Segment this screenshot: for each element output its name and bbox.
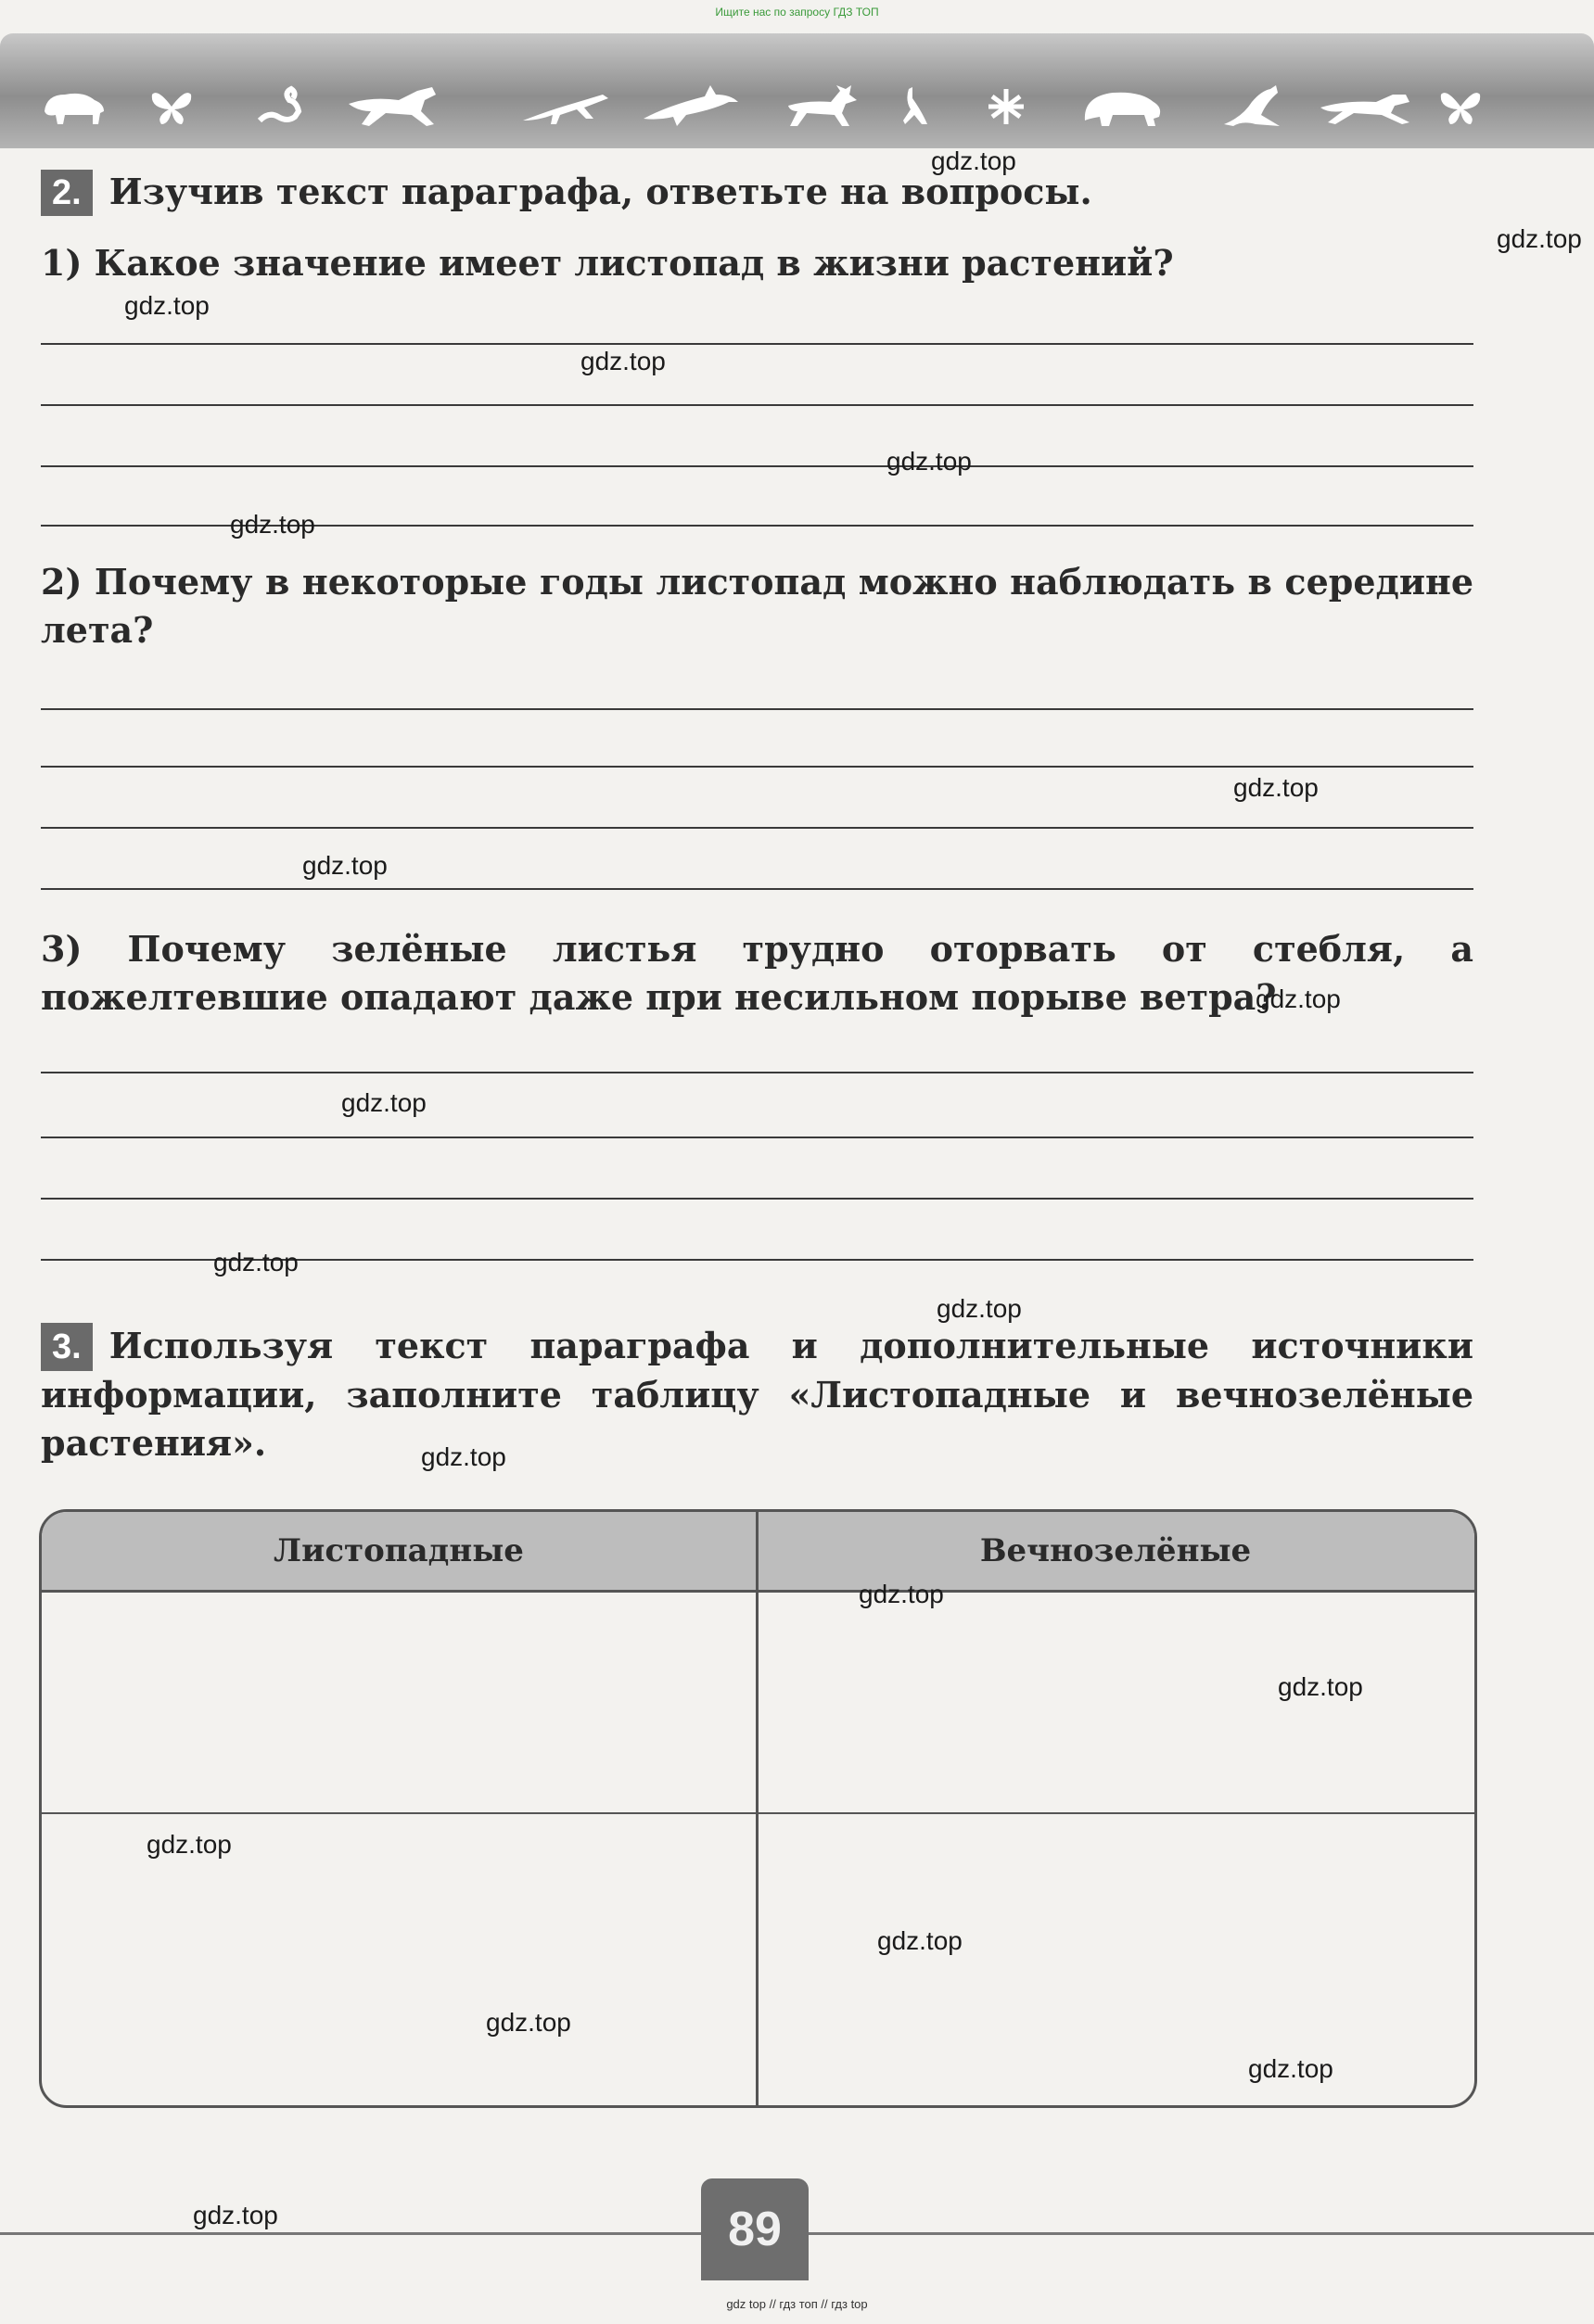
footer-note: gdz top // гдз топ // гдз top: [726, 2297, 868, 2311]
watermark: gdz.top: [1256, 984, 1341, 1013]
watermark: gdz.top: [302, 851, 388, 880]
watermark: gdz.top: [859, 1580, 944, 1608]
dolphin-icon: [640, 83, 742, 130]
bison-icon: [37, 83, 111, 130]
column-header-deciduous: Листопадные: [274, 1532, 524, 1569]
answer-line[interactable]: [41, 343, 1473, 345]
task2-question-3: 3) Почему зелёные листья трудно оторвать от стебля, а пожелтевшие опадают даже при несильном порыве ветра?: [41, 928, 1473, 1018]
horse-icon: [343, 83, 445, 130]
column-header-evergreen: Вечнозелёные: [979, 1532, 1252, 1569]
table-cell-evergreen-2[interactable]: [759, 1814, 1473, 2102]
task2-title: Изучив текст параграфа, ответьте на вопросы.: [108, 171, 1092, 212]
watermark: gdz.top: [341, 1088, 427, 1117]
watermark: gdz.top: [213, 1248, 299, 1276]
watermark: gdz.top: [877, 1926, 963, 1955]
task2-question-2: 2) Почему в некоторые годы листопад можно наблюдать в середине лета?: [41, 561, 1473, 651]
answer-line[interactable]: [41, 708, 1473, 710]
answer-line[interactable]: [41, 888, 1473, 890]
task3-number: 3.: [41, 1323, 93, 1371]
watermark: gdz.top: [1233, 773, 1319, 802]
task2-number: 2.: [41, 170, 93, 216]
watermark: gdz.top: [937, 1294, 1022, 1323]
deciduous-evergreen-table: [39, 1509, 1477, 2108]
task3-instruction: Используя текст параграфа и дополнительные источники информации, заполните таблицу «Листопадные и вечнозелёные растения».: [41, 1325, 1473, 1464]
top-note: Ищите нас по запросу ГДЗ ТОП: [715, 6, 879, 19]
answer-line[interactable]: [41, 827, 1473, 829]
page-number: 89: [701, 2178, 809, 2280]
answer-line[interactable]: [41, 465, 1473, 467]
watermark: gdz.top: [1278, 1672, 1363, 1701]
watermark: gdz.top: [147, 1830, 232, 1859]
task2-question-1: 1) Какое значение имеет листопад в жизни растений?: [41, 242, 1174, 284]
butterfly-icon: [1437, 83, 1484, 130]
watermark: gdz.top: [193, 2201, 278, 2229]
watermark: gdz.top: [1248, 2054, 1333, 2083]
butterfly-icon: [148, 83, 195, 130]
watermark: gdz.top: [421, 1442, 506, 1471]
task3-text: [41, 1322, 1473, 1467]
watermark: gdz.top: [580, 347, 666, 375]
elephant-icon: [1076, 83, 1168, 130]
animal-border: [37, 83, 1484, 134]
answer-line[interactable]: [41, 404, 1473, 406]
answer-line[interactable]: [41, 1198, 1473, 1200]
watermark: gdz.top: [1497, 224, 1582, 253]
scorpion-icon: [250, 83, 306, 130]
answer-line[interactable]: [41, 1072, 1473, 1073]
insect-icon: [983, 83, 1029, 130]
deer-icon: [779, 83, 862, 130]
watermark: gdz.top: [486, 2008, 571, 2037]
lizard-icon: [519, 83, 612, 130]
answer-line[interactable]: [41, 1137, 1473, 1138]
cheetah-icon: [1317, 83, 1419, 130]
watermark: gdz.top: [124, 291, 210, 320]
table-cell-evergreen-1[interactable]: [759, 1593, 1473, 1812]
kangaroo-icon: [1215, 83, 1289, 130]
bird-icon: [890, 83, 937, 130]
watermark: gdz.top: [931, 146, 1016, 175]
answer-line[interactable]: [41, 766, 1473, 768]
watermark: gdz.top: [886, 447, 972, 476]
watermark: gdz.top: [230, 510, 315, 539]
table-cell-deciduous-1[interactable]: [42, 1593, 756, 1812]
